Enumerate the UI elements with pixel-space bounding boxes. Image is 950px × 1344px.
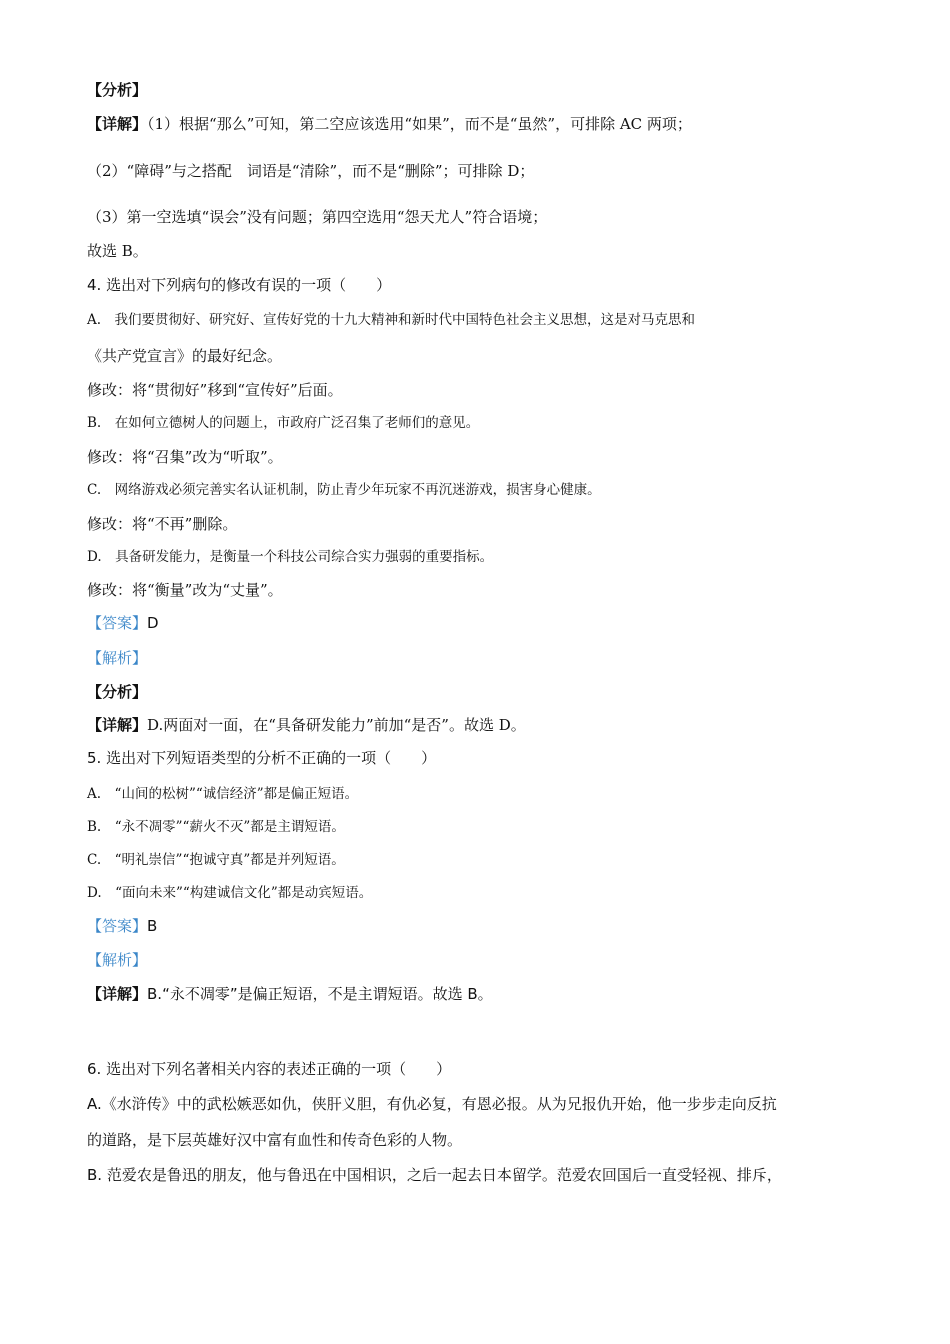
q4-detail: [87, 715, 526, 735]
q4-option-a-line1: A. 我们要贯彻好、研究好、宣传好党的十九大精神和新时代中国特色社会主义思想，这是对马克思和: [87, 312, 696, 328]
detail-text: （1）根据“那么”可知，第二空应该选用“如果”，而不是“虽然”，可排除 AC 两项；: [147, 115, 692, 133]
question-6-stem: 6. 选出对下列名著相关内容的表述正确的一项（ ）: [87, 1060, 452, 1078]
q6-option-a-line1: A.《水浒传》中的武松嫉恶如仇，侠肝义胆，有仇必复，有恩必报。从为兄报仇开始，他一步步走向反抗: [87, 1095, 777, 1113]
q4-option-d-fix: 修改：将“衡量”改为“丈量”。: [87, 581, 283, 599]
q4-option-b: B. 在如何立德树人的问题上，市政府广泛召集了老师们的意见。: [87, 415, 480, 431]
question-5-stem: 5. 选出对下列短语类型的分析不正确的一项（ ）: [87, 749, 437, 767]
q4-analysis-heading: 【分析】: [87, 683, 148, 701]
answer-tag: 【答案】: [87, 917, 148, 935]
q4-jiexi-tag: 【解析】: [87, 649, 148, 667]
q5-option-b: B. “永不凋零”“薪火不灭”都是主谓短语。: [87, 819, 345, 835]
q5-option-d: D. “面向未来”“构建诚信文化”都是动宾短语。: [87, 885, 373, 901]
q5-jiexi-tag: 【解析】: [87, 951, 148, 969]
q4-option-c: C. 网络游戏必须完善实名认证机制，防止青少年玩家不再沉迷游戏，损害身心健康。: [87, 482, 601, 498]
answer-tag: 【答案】: [87, 614, 148, 632]
q5-detail: [87, 984, 493, 1004]
answer-value: B: [147, 917, 158, 935]
q6-option-a-line2: 的道路，是下层英雄好汉中富有血性和传奇色彩的人物。: [87, 1131, 463, 1149]
detail-text: D.两面对一面，在“具备研发能力”前加“是否”。故选 D。: [147, 716, 526, 734]
q5-option-a: A. “山间的松树”“诚信经济”都是偏正短语。: [87, 786, 359, 802]
q5-answer: [87, 916, 157, 936]
detail-text: B.“永不凋零”是偏正短语，不是主谓短语。故选 B。: [147, 985, 493, 1003]
q4-answer: [87, 613, 159, 633]
detail-paragraph-3: （3）第一空选填“误会”没有问题；第四空选用“怨天尤人”符合语境；: [87, 208, 548, 226]
detail-tag: 【详解】: [87, 985, 148, 1003]
answer-value: D: [147, 614, 159, 632]
q4-option-c-fix: 修改：将“不再”删除。: [87, 515, 238, 533]
question-4-stem: 4. 选出对下列病句的修改有误的一项（ ）: [87, 276, 392, 294]
q4-option-a-fix: 修改：将“贯彻好”移到“宣传好”后面。: [87, 381, 343, 399]
q5-option-c: C. “明礼崇信”“抱诚守真”都是并列短语。: [87, 852, 345, 868]
q4-option-a-line2: 《共产党宣言》的最好纪念。: [87, 347, 283, 365]
conclusion: 故选 B。: [87, 242, 148, 260]
q4-option-b-fix: 修改：将“召集”改为“听取”。: [87, 448, 283, 466]
q6-option-b-line1: B. 范爱农是鲁迅的朋友，他与鲁迅在中国相识，之后一起去日本留学。范爱农回国后一直受轻视、排斥，: [87, 1166, 782, 1184]
detail-tag: 【详解】: [87, 716, 148, 734]
analysis-heading: 【分析】: [87, 81, 148, 99]
q4-option-d: D. 具备研发能力，是衡量一个科技公司综合实力强弱的重要指标。: [87, 549, 494, 565]
detail-tag: 【详解】: [87, 115, 148, 133]
detail-paragraph-2: （2）“障碍”与之搭配 词语是“清除”，而不是“删除”；可排除 D；: [87, 162, 535, 180]
detail-paragraph-1: [87, 114, 692, 134]
